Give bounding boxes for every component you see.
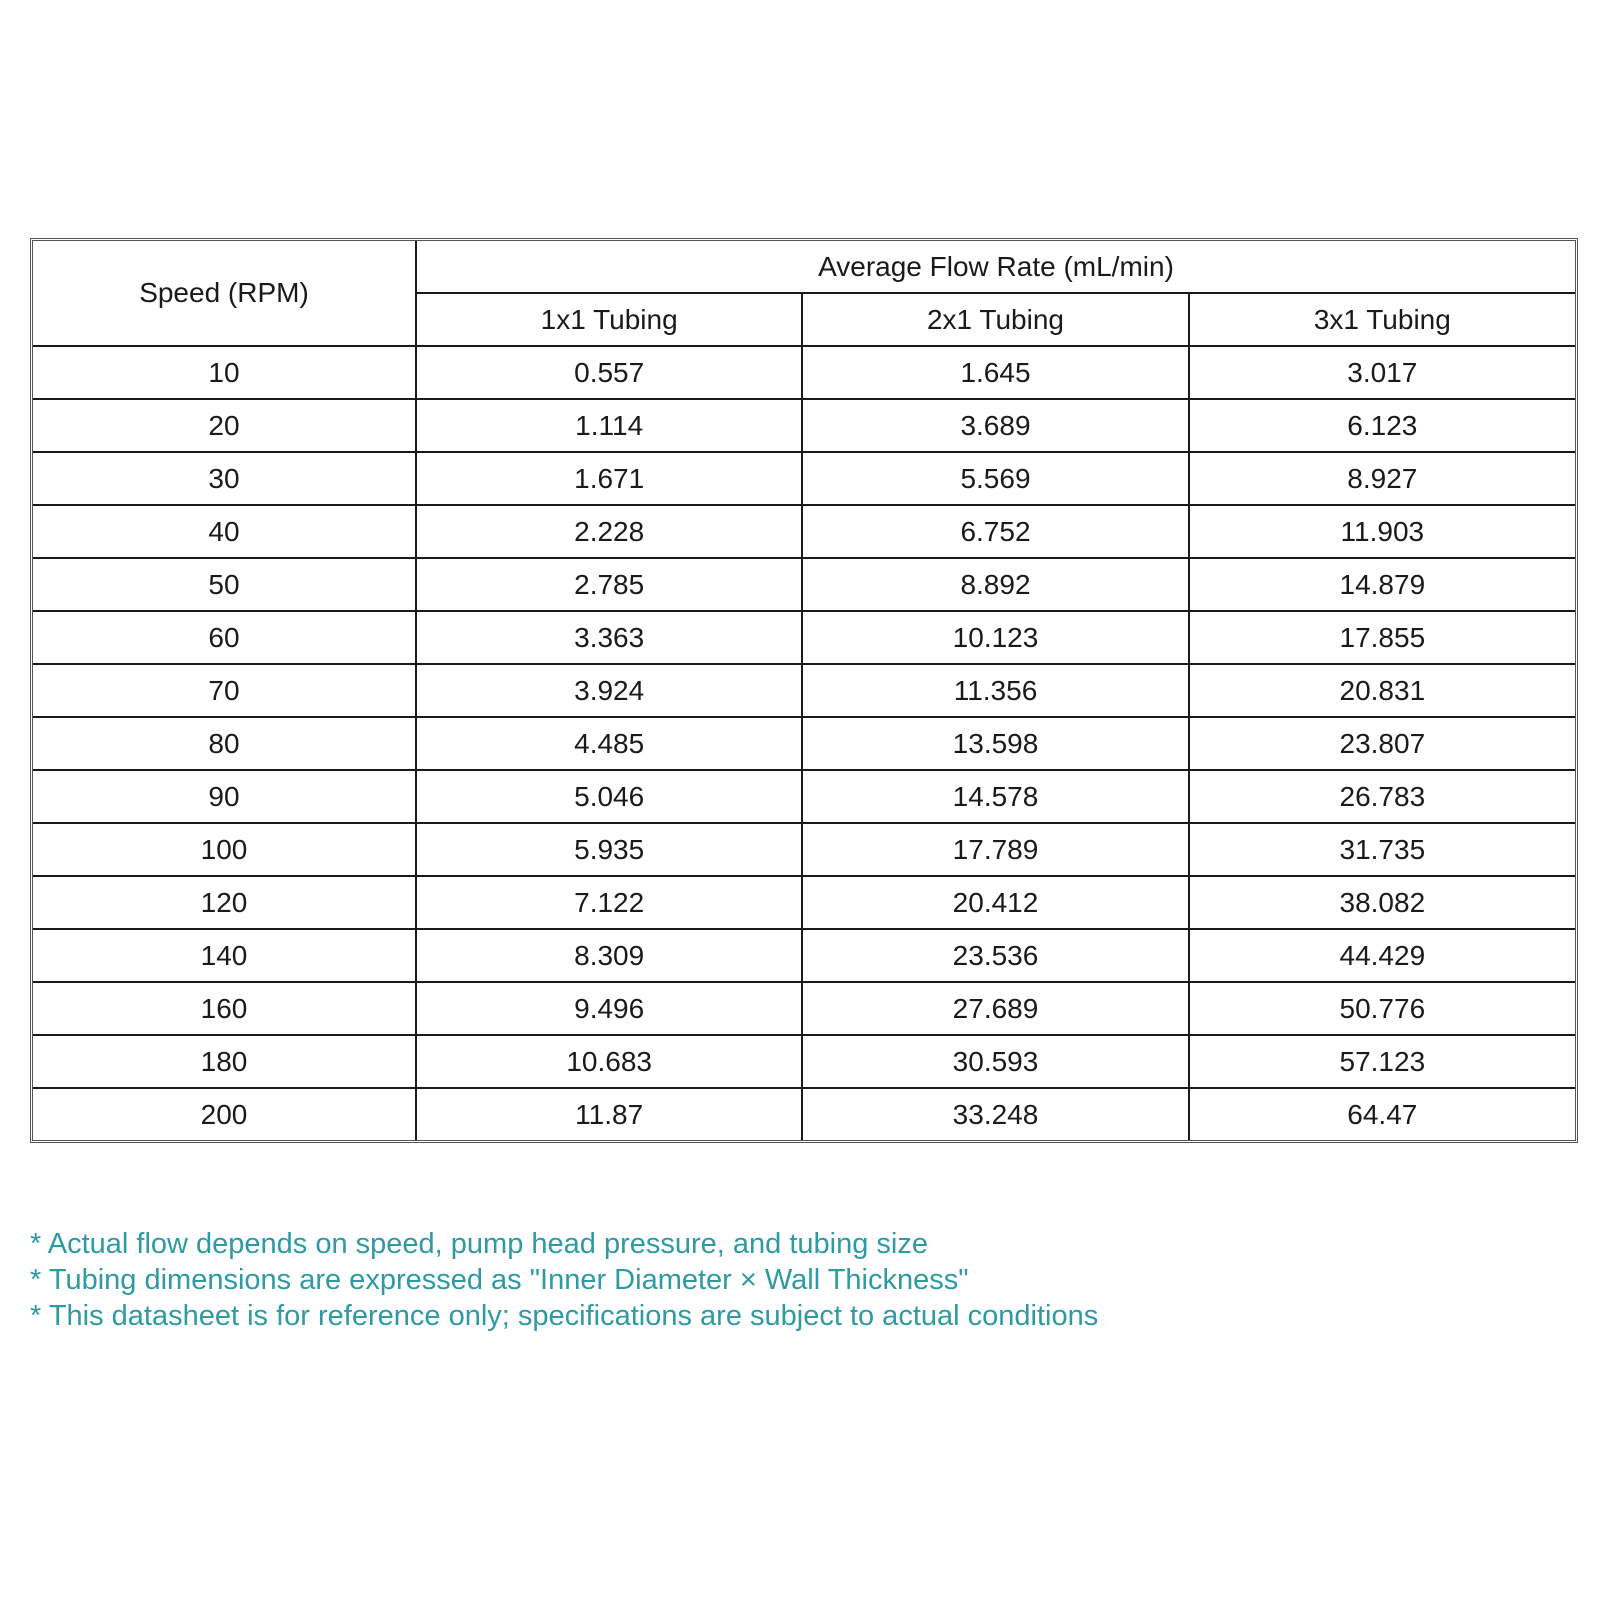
flow-rate-group-header: Average Flow Rate (mL/min) xyxy=(416,241,1575,293)
flow-rate-cell: 8.892 xyxy=(802,558,1188,611)
table-row xyxy=(33,770,1575,823)
table-header xyxy=(33,241,1575,346)
table-row xyxy=(33,823,1575,876)
flow-rate-cell: 5.935 xyxy=(416,823,802,876)
table-row xyxy=(33,717,1575,770)
table-row xyxy=(33,1035,1575,1088)
header-row-group xyxy=(33,241,1575,293)
flow-rate-cell: 9.496 xyxy=(416,982,802,1035)
flow-rate-cell: 1.645 xyxy=(802,346,1188,399)
footnote: * Actual flow depends on speed, pump head pressure, and tubing size xyxy=(30,1228,928,1260)
flow-rate-cell: 10.683 xyxy=(416,1035,802,1088)
flow-rate-cell: 23.536 xyxy=(802,929,1188,982)
flow-rate-cell: 7.122 xyxy=(416,876,802,929)
table-body xyxy=(33,346,1575,1140)
speed-cell: 20 xyxy=(33,399,416,452)
flow-rate-cell: 13.598 xyxy=(802,717,1188,770)
flow-rate-cell: 38.082 xyxy=(1189,876,1575,929)
flow-rate-cell: 11.87 xyxy=(416,1088,802,1140)
flow-rate-cell: 3.363 xyxy=(416,611,802,664)
table-row xyxy=(33,664,1575,717)
flow-rate-cell: 3.924 xyxy=(416,664,802,717)
flow-rate-cell: 14.879 xyxy=(1189,558,1575,611)
flow-rate-cell: 6.123 xyxy=(1189,399,1575,452)
flow-rate-cell: 14.578 xyxy=(802,770,1188,823)
flow-rate-cell: 50.776 xyxy=(1189,982,1575,1035)
speed-cell: 60 xyxy=(33,611,416,664)
speed-cell: 80 xyxy=(33,717,416,770)
tubing-column-header: 3x1 Tubing xyxy=(1189,293,1575,346)
flow-rate-cell: 26.783 xyxy=(1189,770,1575,823)
speed-cell: 10 xyxy=(33,346,416,399)
table-row xyxy=(33,1088,1575,1140)
flow-rate-cell: 23.807 xyxy=(1189,717,1575,770)
footnote: * This datasheet is for reference only; specifications are subject to actual conditions xyxy=(30,1300,1099,1332)
table-row xyxy=(33,399,1575,452)
flow-rate-cell: 64.47 xyxy=(1189,1088,1575,1140)
tubing-column-header: 1x1 Tubing xyxy=(416,293,802,346)
flow-rate-cell: 30.593 xyxy=(802,1035,1188,1088)
flow-rate-cell: 20.831 xyxy=(1189,664,1575,717)
table-row xyxy=(33,452,1575,505)
speed-cell: 50 xyxy=(33,558,416,611)
flow-rate-cell: 10.123 xyxy=(802,611,1188,664)
table-row xyxy=(33,611,1575,664)
footnote: * Tubing dimensions are expressed as "Inner Diameter × Wall Thickness" xyxy=(30,1264,969,1296)
table-row xyxy=(33,346,1575,399)
flow-rate-cell: 5.046 xyxy=(416,770,802,823)
flow-rate-cell: 5.569 xyxy=(802,452,1188,505)
speed-cell: 120 xyxy=(33,876,416,929)
flow-rate-cell: 2.228 xyxy=(416,505,802,558)
flow-rate-cell: 8.927 xyxy=(1189,452,1575,505)
table-row xyxy=(33,982,1575,1035)
flow-rate-cell: 27.689 xyxy=(802,982,1188,1035)
speed-cell: 40 xyxy=(33,505,416,558)
flow-rate-cell: 3.689 xyxy=(802,399,1188,452)
flow-rate-cell: 1.671 xyxy=(416,452,802,505)
flow-rate-cell: 4.485 xyxy=(416,717,802,770)
flow-rate-cell: 1.114 xyxy=(416,399,802,452)
speed-cell: 200 xyxy=(33,1088,416,1140)
flow-rate-cell: 6.752 xyxy=(802,505,1188,558)
speed-cell: 70 xyxy=(33,664,416,717)
speed-cell: 180 xyxy=(33,1035,416,1088)
speed-cell: 100 xyxy=(33,823,416,876)
table-row xyxy=(33,929,1575,982)
speed-cell: 90 xyxy=(33,770,416,823)
speed-cell: 30 xyxy=(33,452,416,505)
flow-rate-cell: 17.855 xyxy=(1189,611,1575,664)
tubing-column-header: 2x1 Tubing xyxy=(802,293,1188,346)
flow-rate-cell: 2.785 xyxy=(416,558,802,611)
flow-rate-cell: 8.309 xyxy=(416,929,802,982)
table-row xyxy=(33,505,1575,558)
flow-rate-cell: 20.412 xyxy=(802,876,1188,929)
flow-rate-cell: 0.557 xyxy=(416,346,802,399)
table-row xyxy=(33,558,1575,611)
flow-rate-cell: 17.789 xyxy=(802,823,1188,876)
footnotes xyxy=(30,1226,1098,1334)
speed-cell: 140 xyxy=(33,929,416,982)
flow-rate-cell: 31.735 xyxy=(1189,823,1575,876)
flow-rate-table xyxy=(33,241,1575,1140)
flow-rate-table-container xyxy=(30,238,1578,1143)
flow-rate-cell: 11.356 xyxy=(802,664,1188,717)
speed-cell: 160 xyxy=(33,982,416,1035)
speed-column-header: Speed (RPM) xyxy=(33,241,416,346)
flow-rate-cell: 33.248 xyxy=(802,1088,1188,1140)
flow-rate-cell: 11.903 xyxy=(1189,505,1575,558)
table-row xyxy=(33,876,1575,929)
flow-rate-cell: 3.017 xyxy=(1189,346,1575,399)
flow-rate-cell: 44.429 xyxy=(1189,929,1575,982)
flow-rate-cell: 57.123 xyxy=(1189,1035,1575,1088)
